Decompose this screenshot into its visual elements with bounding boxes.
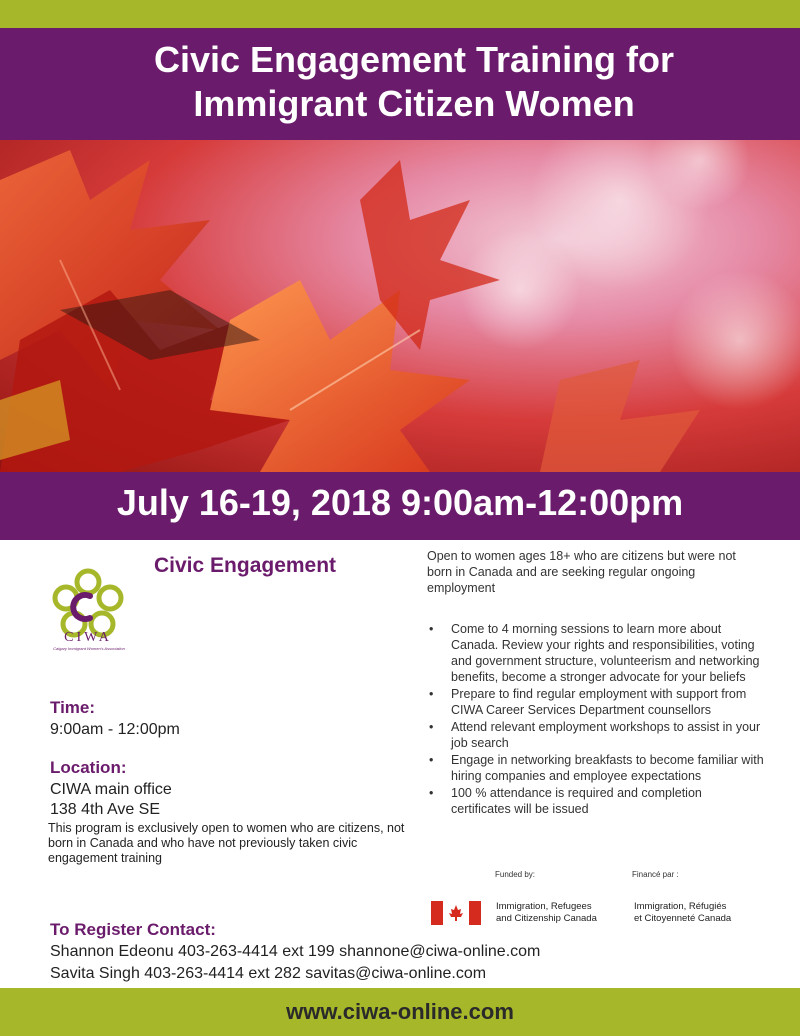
location-line-2: 138 4th Ave SE — [50, 801, 161, 818]
hero-maple-leaves-image — [0, 140, 800, 472]
register-contact-heading: To Register Contact: — [50, 920, 216, 939]
top-accent-strip — [0, 0, 800, 28]
department-en-line-1: Immigration, Refugees — [496, 901, 592, 912]
finance-par-label: Financé par : — [632, 870, 679, 879]
date-time-heading: July 16-19, 2018 9:00am-12:00pm — [116, 482, 684, 523]
page-title — [94, 38, 734, 126]
website-link[interactable]: www.ciwa-online.com — [286, 999, 514, 1024]
department-en-line-2: and Citizenship Canada — [496, 913, 597, 924]
time-value: 9:00am - 12:00pm — [50, 721, 180, 738]
department-name-english — [496, 901, 626, 925]
contact-line-shannon: Shannon Edeonu 403-263-4414 ext 199 shannone@ciwa-online.com — [50, 943, 541, 960]
department-fr-line-2: et Citoyenneté Canada — [634, 913, 732, 924]
canada-flag-icon — [431, 901, 481, 925]
logo-wordmark: CIWA — [64, 630, 112, 645]
list-item: • Engage in networking breakfasts to become familiar with hiring companies and employee expectations — [429, 752, 764, 784]
benefits-list — [429, 621, 764, 818]
funded-by-label: Funded by: — [495, 870, 536, 879]
list-item: • Attend relevant employment workshops to assist in your job search — [429, 719, 764, 751]
list-item: • 100 % attendance is required and completion certificates will be issued — [429, 785, 764, 817]
location-line-1: CIWA main office — [50, 781, 172, 798]
contact-line-savita: Savita Singh 403-263-4414 ext 282 savitas@ciwa-online.com — [50, 965, 487, 982]
section-title: Civic Engagement — [154, 554, 337, 577]
intro-text: Open to women ages 18+ who are citizens but were not born in Canada and are seeking regular ongoing employment — [427, 549, 736, 595]
list-item: • Prepare to find regular employment with support from CIWA Career Services Department counsellors — [429, 686, 764, 718]
location-label: Location: — [50, 758, 127, 777]
time-label: Time: — [50, 698, 96, 717]
list-item: • Come to 4 morning sessions to learn more about Canada. Review your rights and responsibilities, voting and government structure, volunteerism and networking benefits, become a stronger advocate for your beliefs — [429, 621, 764, 685]
eligibility-note: This program is exclusively open to women who are citizens, not born in Canada and who have not previously taken civic engagement training — [48, 821, 405, 865]
title-line-1: Civic Engagement Training for — [153, 39, 675, 80]
department-name-french — [634, 901, 764, 925]
title-line-2: Immigrant Citizen Women — [193, 83, 635, 124]
logo-tagline: Calgary Immigrant Women's Association — [53, 646, 125, 651]
department-fr-line-1: Immigration, Réfugiés — [634, 901, 727, 912]
maple-leaves-illustration — [0, 140, 800, 472]
